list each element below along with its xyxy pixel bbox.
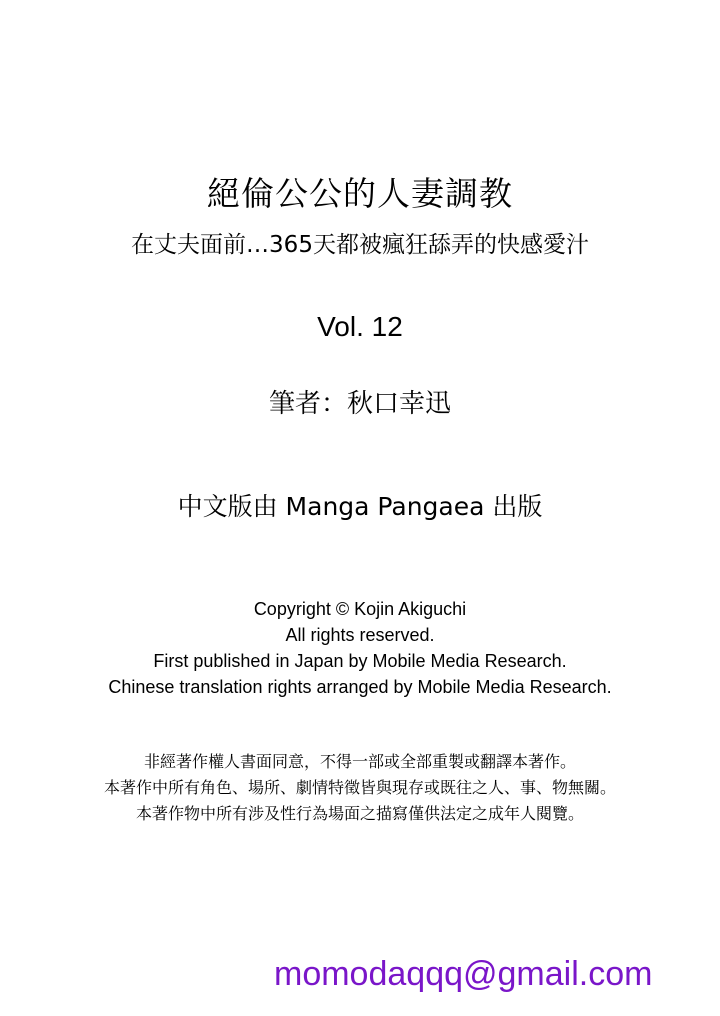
volume-number: Vol. 12 (317, 311, 403, 342)
book-title: 絕倫公公的人妻調教 (207, 174, 513, 213)
legal-notice-block (0, 749, 720, 827)
translation-rights-line: Chinese translation rights arranged by Mobile Media Research. (108, 677, 612, 697)
rights-line: All rights reserved. (285, 625, 435, 645)
reproduction-notice: 非經著作權人書面同意，不得一部或全部重製或翻譯本著作。 (143, 752, 576, 771)
publisher-credit: 中文版由 Manga Pangaea 出版 (177, 492, 543, 521)
copyright-block (0, 596, 720, 700)
author-credit: 筆者：秋口幸迅 (268, 389, 451, 419)
fiction-disclaimer: 本著作中所有角色、場所、劇情特徵皆與現存或既往之人、事、物無關。 (103, 778, 616, 797)
adult-content-notice: 本著作物中所有涉及性行為場面之描寫僅供法定之成年人閱覽。 (135, 804, 584, 823)
copyright-line: Copyright © Kojin Akiguchi (253, 599, 467, 619)
email-watermark: momodaqqq@gmail.com (274, 955, 653, 993)
book-subtitle: 在丈夫面前…365天都被瘋狂舔弄的快感愛汁 (131, 232, 589, 258)
first-published-line: First published in Japan by Mobile Media Research. (153, 651, 567, 671)
